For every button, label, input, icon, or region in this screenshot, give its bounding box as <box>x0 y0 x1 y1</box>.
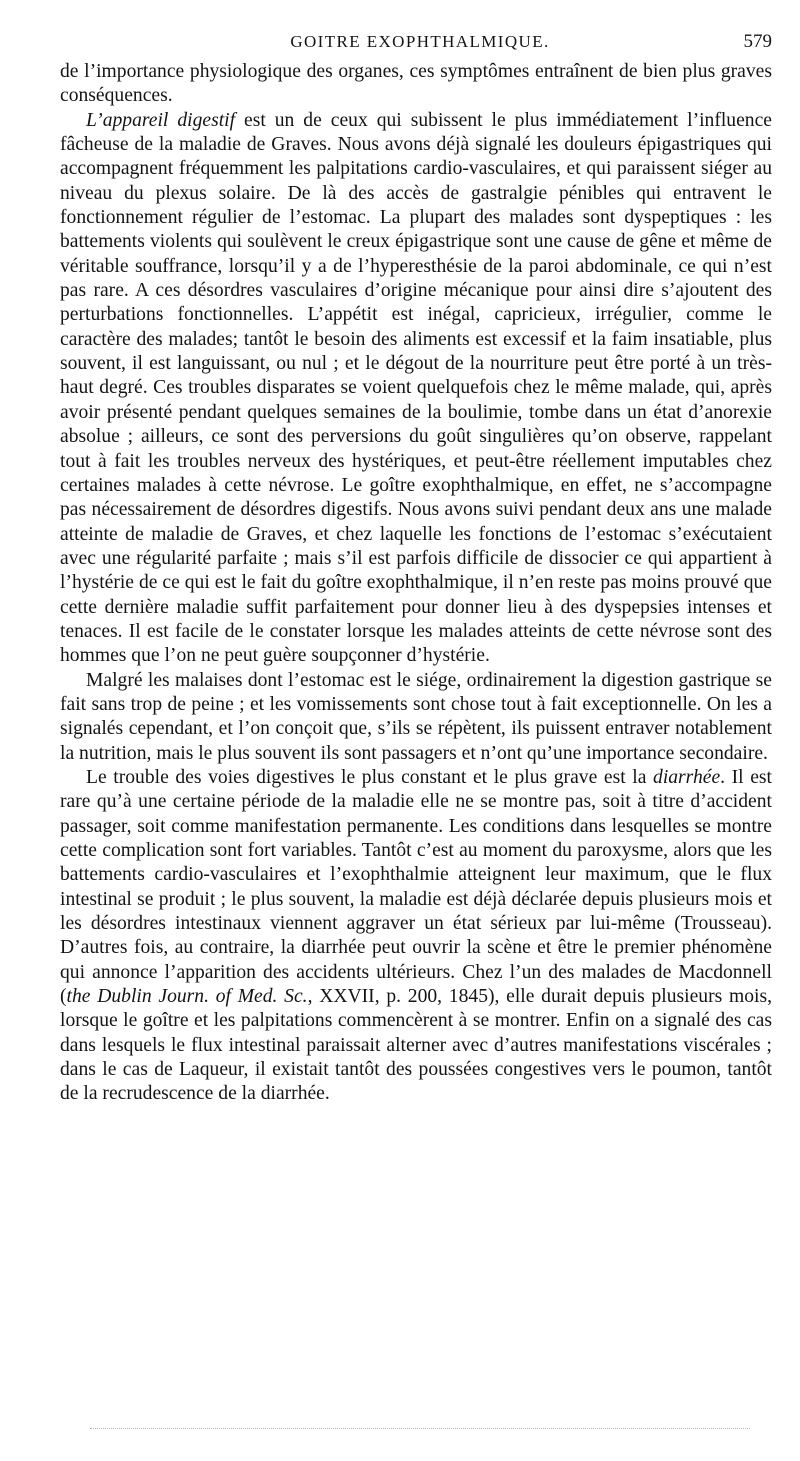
paragraph <box>60 60 772 109</box>
paragraph <box>60 766 772 1107</box>
body-text <box>60 60 772 1107</box>
text-run: . Il est rare qu’à une certaine période de la maladie elle ne se montre pas, soit à titre d’accident passager, soit comme manifestation permanente. Les conditions dans lesquelles se montre cette complication sont fort variables. Tantôt c’est au moment du paroxysme, alors que les battements cardio-vasculaires et l’exophthalmie atteignent leur maximum, que le flux intestinal se produit ; le plus souvent, la maladie est déjà déclarée depuis plusieurs mois et les désordres intestinaux viennent aggraver un état sérieux par lui-même (Trousseau). D’autres fois, au contraire, la diarrhée peut ouvrir la scène et être le premier phénomène qui annonce l’apparition des accidents ultérieurs. Chez l’un des malades de Macdonnell ( <box>60 766 772 1008</box>
italic-text-run: L’appareil digestif <box>86 109 236 131</box>
text-run: de l’importance physiologique des organes, ces symptômes entraînent de bien plus graves conséquences. <box>60 61 772 107</box>
text-run: , XXVII, p. 200, 1845), elle durait depuis plusieurs mois, lorsque le goître et les palpitations commencèrent à se montrer. Enfin on a signalé des cas dans lesquels le flux intestinal paraissait alterner avec d’autres manifestations viscérales ; dans le cas de Laqueur, il existait tantôt des poussées congestives vers le poumon, tantôt de la recrudescence de la diarrhée. <box>60 986 772 1105</box>
italic-text-run: diarrhée <box>653 766 721 788</box>
text-run: Le trouble des voies digestives le plus constant et le plus grave est la <box>86 766 654 788</box>
italic-text-run: the Dublin Journ. of Med. Sc. <box>66 986 308 1008</box>
running-title: GOITRE EXOPHTHALMIQUE. <box>290 32 550 51</box>
paragraph <box>60 109 772 669</box>
paragraph <box>60 669 772 766</box>
page-number: 579 <box>743 31 772 52</box>
bottom-bleed-through-line <box>90 1428 750 1431</box>
text-run: Malgré les malaises dont l’estomac est le siége, ordinairement la digestion gastrique se fait sans trop de peine ; et les vomissements sont chose tout à fait exceptionnelle. On les a signalés cependant, et l’on conçoit que, s’ils se répètent, ils puissent entraver notablement la nutrition, mais le plus souvent ils sont passagers et n’ont qu’une importance secondaire. <box>60 669 772 764</box>
running-head <box>60 30 780 54</box>
text-run: est un de ceux qui subissent le plus immédiatement l’influence fâcheuse de la maladie de Graves. Nous avons déjà signalé les douleurs épigastriques qui accompagnent fréquemment les palpitations cardio-vasculaires, et qui paraissent siéger au niveau du plexus solaire. De là des accès de gastralgie pénibles qui entravent le fonctionnement régulier de l’estomac. La plupart des malades sont dyspeptiques : les battements violents qui soulèvent le creux épigastrique sont une cause de gêne et même de véritable souffrance, lorsqu’il y a de l’hyperesthésie de la paroi abdominale, ce qui n’est pas rare. A ces désordres vasculaires d’origine mécanique pour ainsi dire s’ajoutent des perturbations fonctionnelles. L’appétit est inégal, capricieux, irrégulier, comme le caractère des malades; tantôt le besoin des aliments est excessif et la faim insatiable, plus souvent, il est languissant, ou nul ; et le dégout de la nourriture peut être porté à un très-haut degré. Ces troubles disparates se voient quelquefois chez le même malade, qui, après avoir présenté pendant quelques semaines de la boulimie, tombe dans un état d’anorexie absolue ; ailleurs, ce sont des perversions du goût singulières qu’on observe, rappelant tout à fait les troubles nerveux des hystériques, et peut-être réellement imputables chez certaines malades à cette névrose. Le goître exophthalmique, en effet, ne s’accompagne pas nécessairement de désordres digestifs. Nous avons suivi pendant deux ans une malade atteinte de maladie de Graves, et chez laquelle les fonctions de l’estomac s’exécutaient avec une régularité parfaite ; mais s’il est parfois difficile de dissocier ce qui appartient à l’hystérie de ce qui est le fait du goître exophthalmique, il n’en reste pas moins prouvé que cette dernière maladie suffit parfaitement pour donner lieu à des dyspepsies intenses et tenaces. Il est facile de le constater lorsque les malades atteints de cette névrose sont des hommes que l’on ne peut guère soupçonner d’hystérie. <box>60 109 772 667</box>
